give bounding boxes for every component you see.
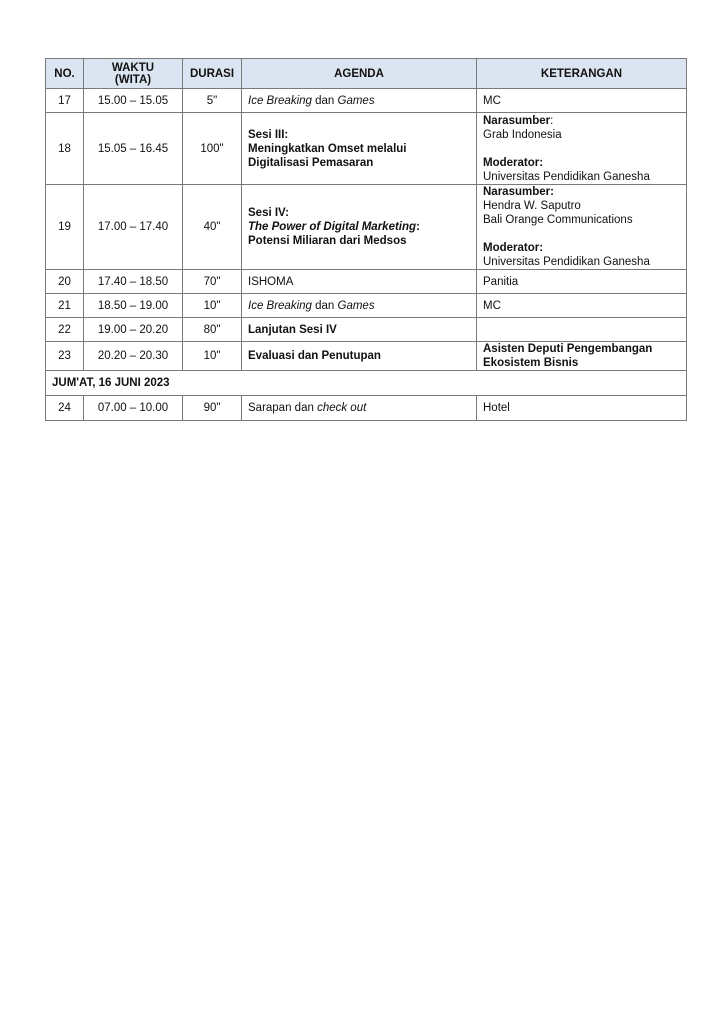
table-row bbox=[46, 396, 687, 421]
cell-waktu: 17.00 – 17.40 bbox=[84, 185, 183, 270]
cell-durasi: 5" bbox=[183, 89, 242, 113]
agenda-text: Sarapan dan bbox=[248, 402, 318, 414]
cell-agenda bbox=[242, 294, 477, 318]
cell-waktu: 19.00 – 20.20 bbox=[84, 318, 183, 342]
cell-keterangan bbox=[477, 113, 687, 185]
cell-waktu: 15.05 – 16.45 bbox=[84, 113, 183, 185]
session-title-suffix: : bbox=[416, 221, 420, 233]
session-title: Digitalisasi Pemasaran bbox=[248, 156, 374, 169]
table-row bbox=[46, 270, 687, 294]
cell-durasi: 100" bbox=[183, 113, 242, 185]
cell-durasi: 10" bbox=[183, 294, 242, 318]
header-agenda: AGENDA bbox=[242, 59, 477, 89]
cell-agenda: Lanjutan Sesi IV bbox=[242, 318, 477, 342]
cell-keterangan bbox=[477, 185, 687, 270]
cell-no: 17 bbox=[46, 89, 84, 113]
cell-waktu: 18.50 – 19.00 bbox=[84, 294, 183, 318]
spacer bbox=[483, 227, 680, 241]
cell-durasi: 40" bbox=[183, 185, 242, 270]
cell-agenda bbox=[242, 113, 477, 185]
moderator-name: Universitas Pendidikan Ganesha bbox=[483, 170, 650, 183]
table-row bbox=[46, 318, 687, 342]
speaker-name: Hendra W. Saputro bbox=[483, 200, 581, 212]
cell-keterangan bbox=[477, 318, 687, 342]
table-row bbox=[46, 113, 687, 185]
cell-no: 22 bbox=[46, 318, 84, 342]
cell-no: 18 bbox=[46, 113, 84, 185]
cell-keterangan: MC bbox=[477, 89, 687, 113]
agenda-text: dan bbox=[311, 299, 338, 312]
header-waktu bbox=[84, 59, 183, 89]
session-label: Sesi III: bbox=[248, 128, 289, 141]
moderator-label: Moderator: bbox=[483, 242, 544, 254]
header-waktu-line2: (WITA) bbox=[114, 73, 152, 86]
keterangan-line: Asisten Deputi Pengembangan bbox=[483, 343, 653, 355]
cell-agenda bbox=[242, 185, 477, 270]
cell-agenda: Evaluasi dan Penutupan bbox=[242, 342, 477, 371]
speaker-name: Grab Indonesia bbox=[483, 128, 562, 141]
keterangan-line: Ekosistem Bisnis bbox=[483, 357, 579, 369]
cell-durasi: 70" bbox=[183, 270, 242, 294]
session-label: Sesi IV: bbox=[248, 207, 289, 219]
speaker-label: Narasumber: bbox=[483, 186, 554, 198]
cell-durasi: 90" bbox=[183, 396, 242, 421]
table-row bbox=[46, 185, 687, 270]
moderator-label: Moderator: bbox=[483, 156, 544, 169]
cell-no: 23 bbox=[46, 342, 84, 371]
table-row bbox=[46, 342, 687, 371]
cell-no: 21 bbox=[46, 294, 84, 318]
agenda-italic: Games bbox=[337, 94, 375, 107]
cell-no: 20 bbox=[46, 270, 84, 294]
speaker-label-suffix: : bbox=[550, 114, 554, 127]
session-title-line bbox=[248, 220, 470, 234]
cell-agenda: ISHOMA bbox=[242, 270, 477, 294]
cell-no: 24 bbox=[46, 396, 84, 421]
agenda-italic: Games bbox=[337, 299, 375, 312]
agenda-italic: Ice Breaking bbox=[248, 94, 312, 107]
header-waktu-line1: WAKTU bbox=[111, 61, 155, 74]
agenda-italic: check out bbox=[317, 402, 367, 414]
session-title: Meningkatkan Omset melalui bbox=[248, 142, 407, 155]
date-heading: JUM'AT, 16 JUNI 2023 bbox=[46, 371, 687, 396]
spacer bbox=[483, 142, 680, 156]
table-row bbox=[46, 294, 687, 318]
cell-waktu: 17.40 – 18.50 bbox=[84, 270, 183, 294]
cell-waktu: 07.00 – 10.00 bbox=[84, 396, 183, 421]
cell-agenda bbox=[242, 396, 477, 421]
session-subtitle: Potensi Miliaran dari Medsos bbox=[248, 235, 407, 247]
moderator-name: Universitas Pendidikan Ganesha bbox=[483, 256, 650, 268]
cell-waktu: 20.20 – 20.30 bbox=[84, 342, 183, 371]
date-row bbox=[46, 371, 687, 396]
cell-keterangan: Panitia bbox=[477, 270, 687, 294]
speaker-label: Narasumber bbox=[483, 114, 551, 127]
cell-durasi: 10" bbox=[183, 342, 242, 371]
cell-agenda bbox=[242, 89, 477, 113]
header-durasi: DURASI bbox=[183, 59, 242, 89]
speaker-org: Bali Orange Communications bbox=[483, 214, 633, 226]
header-keterangan: KETERANGAN bbox=[477, 59, 687, 89]
cell-durasi: 80" bbox=[183, 318, 242, 342]
cell-waktu: 15.00 – 15.05 bbox=[84, 89, 183, 113]
session-title-italic: The Power of Digital Marketing bbox=[248, 221, 417, 233]
agenda-italic: Ice Breaking bbox=[248, 299, 312, 312]
cell-keterangan: Hotel bbox=[477, 396, 687, 421]
header-row bbox=[46, 59, 687, 89]
cell-keterangan bbox=[477, 342, 687, 371]
speaker-label-line bbox=[483, 114, 680, 128]
agenda-text: dan bbox=[311, 94, 338, 107]
header-no: NO. bbox=[46, 59, 84, 89]
table-row bbox=[46, 89, 687, 113]
cell-keterangan: MC bbox=[477, 294, 687, 318]
cell-no: 19 bbox=[46, 185, 84, 270]
agenda-table bbox=[45, 58, 687, 421]
